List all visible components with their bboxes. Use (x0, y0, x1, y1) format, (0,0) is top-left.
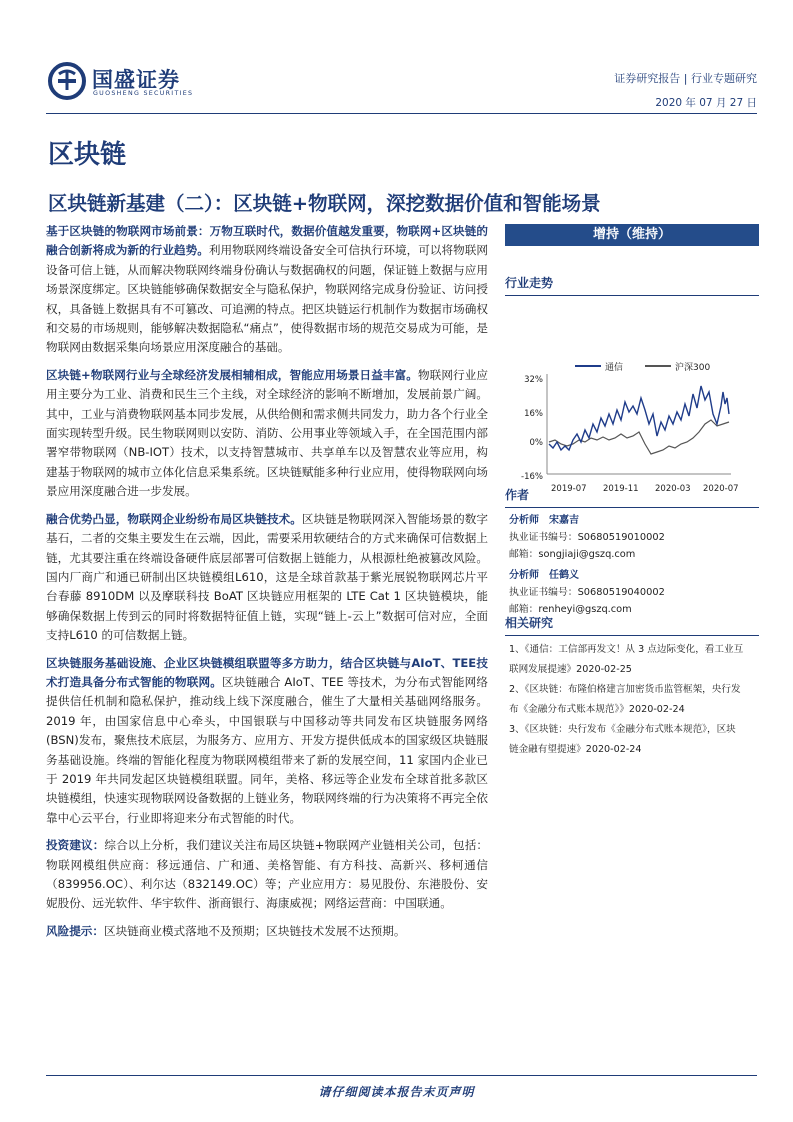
analyst-email[interactable]: 邮箱：songjiaji@gszq.com (509, 549, 636, 560)
main-body (46, 222, 488, 949)
related-item[interactable]: 布《金融分布式账本规范》》2020-02-24 (509, 704, 685, 715)
legend-label-series-2: 沪深300 (675, 363, 711, 373)
company-logo (48, 62, 218, 104)
paragraph-text: 物联网行业应用主要分为工业、消费和民生三个主线，对全球经济的影响不断增加，发展前景广阔。其中，工业与消费物联网基本同步发展，从供给侧和需求侧共同发力，助力各个行业全面实现转型升级。民生物联网则以安防、消防、公用事业等领域入手，在全国范围内部署窄带物联网（NB-IOT）技术，以支持智慧城市、共享单车以及智慧农业等应用，构建基于物联网的城市立体化信息采集系统。区块链赋能多种行业应用，使得物联网向场景应用深度融合进一步发展。 (46, 367, 488, 499)
related-research (505, 614, 759, 760)
y-tick-label: 0% (529, 438, 543, 448)
analyst-cert: 执业证书编号：S0680519040002 (509, 587, 665, 598)
report-type: 证券研究报告 | 行业专题研究 (614, 72, 757, 85)
paragraph-lead: 基于区块链的物联网市场前景：万物互联时代，数据价值越发重要，物联网+区块链的融合创新将成为新的行业趋势。 (46, 224, 488, 258)
related-item[interactable]: 链金融有望提速》2020-02-24 (509, 744, 642, 755)
legend-label-series-1: 通信 (605, 363, 624, 373)
y-tick-label: 16% (524, 409, 543, 419)
y-tick-label: -16% (521, 472, 543, 482)
paragraph-lead: 风险提示： (46, 923, 104, 938)
analyst-name: 分析师 任鹤义 (509, 570, 579, 581)
sidebar (505, 224, 759, 755)
logo-text-cn: 国盛证券 (92, 68, 180, 92)
paragraph-lead: 区块链+物联网行业与全球经济发展相辅相成，智能应用场景日益丰富。 (46, 367, 418, 382)
footer-divider (46, 1075, 757, 1076)
y-tick-label: 32% (524, 375, 543, 385)
paragraph-text: 综合以上分析，我们建议关注布局区块链+物联网产业链相关公司，包括：物联网模组供应商：移远通信、广和通、美格智能、有方科技、高新兴、移柯通信（839956.OC）、利尔达（832149.OC）等；产业应用方：易见股份、东港股份、安妮股份、远光软件、华宇软件、浙商银行、海康威视；网络运营商：中国联通。 (46, 838, 488, 911)
trend-chart (505, 274, 759, 494)
report-subtitle: 区块链新基建（二）：区块链+物联网，深挖数据价值和智能场景 (48, 192, 601, 215)
paragraph-text: 区块链融合 AIoT、TEE 等技术，为分布式智能网络提供信任机制和隐私保护，推动线上线下深度融合，催生了大量相关基础网络服务。2019 年，由国家信息中心牵头，中国银联与中国移动等共同发布区块链服务网络(BSN)发布，聚焦技术底层，为服务方、应用方、开发方提供低成本的国家级区块链服务基础设施。终端的智能化程度为物联网模组带来了新的发展空间，11 家国内企业已于 2019 年共同发起区块链模组联盟。同年，美格、移远等企业发布全球首批多款区块链模组，快速实现物联网设备数据的上链业务，物联网终端的行为决策将不再完全依靠中心云平台，行业即将迎来分布式智能的时代。 (46, 674, 488, 825)
page-title: 区块链 (48, 140, 127, 170)
paragraph (46, 222, 488, 358)
header-divider (46, 113, 757, 114)
rating-badge: 增持（维持） (505, 224, 759, 246)
x-tick-label: 2020-07 (703, 484, 739, 494)
series-line-hs300 (549, 420, 729, 454)
related-section-title: 相关研究 (505, 614, 759, 636)
analyst-section-title: 作者 (505, 486, 759, 508)
logo-text-en: GUOSHENG SECURITIES (93, 90, 194, 97)
paragraph (46, 510, 488, 646)
logo-mark-icon (48, 62, 86, 100)
trend-chart-svg (505, 274, 759, 494)
paragraph-lead: 区块链服务基础设施、企业区块链模组联盟等多方助力，结合区块链与AIoT、TEE技术打造具备分布式智能的物联网。 (46, 655, 488, 689)
analyst-section (505, 486, 759, 618)
x-tick-label: 2020-03 (655, 484, 691, 494)
paragraph (46, 836, 488, 914)
analyst-name: 分析师 宋嘉吉 (509, 515, 579, 526)
paragraph-text: 利用物联网终端设备安全可信执行环境，可以将物联网设备可信上链，从而解决物联网终端身份确认与数据确权的问题，保证链上数据与应用场景深度绑定。区块链能够确保数据安全与隐私保护，物联网络完成身份验证、访问授权，具备链上数据具有不可篡改、可追溯的特点。把区块链运行机制作为数据市场确权和交易的市场规则，能够解决数据隐私“痛点”，使得数据市场的规范交易成为可能，是物联网由数据采集向场景应用深度融合的基础。 (46, 243, 488, 355)
x-tick-label: 2019-11 (603, 484, 639, 494)
paragraph (46, 654, 488, 829)
series-line-telecom (549, 386, 729, 450)
footer-disclaimer: 请仔细阅读本报告末页声明 (318, 1085, 475, 1099)
paragraph-text: 区块链商业模式落地不及预期；区块链技术发展不达预期。 (103, 923, 406, 938)
paragraph (46, 922, 488, 941)
paragraph-lead: 投资建议： (46, 838, 105, 853)
related-item[interactable]: 3、《区块链：央行发布《金融分布式账本规范》，区块 (509, 724, 736, 735)
related-item[interactable]: 联网发展提速》2020-02-25 (509, 664, 632, 675)
x-tick-label: 2019-07 (551, 484, 587, 494)
paragraph (46, 366, 488, 502)
analyst-email[interactable]: 邮箱：renheyi@gszq.com (509, 604, 632, 615)
paragraph-lead: 融合优势凸显，物联网企业纷纷布局区块链技术。 (46, 511, 302, 526)
related-item[interactable]: 2、《区块链：布隆伯格建言加密货币监管框架，央行发 (509, 684, 741, 695)
trend-section-title: 行业走势 (505, 274, 759, 296)
paragraph-text: 区块链是物联网深入智能场景的数字基石，二者的交集主要发生在云端，因此，需要采用软硬结合的方式来确保可信数据上链，尤其要注重在终端设备硬件底层部署可信数据上链能力，从根源杜绝被篡改风险。国内厂商广和通已研制出区块链模组L610，这是全球首款基于紫光展锐物联网芯片平台春藤 8910DM 以及摩联科技 BoAT 区块链应用框架的 LTE Cat 1 区块链模块，能够确保数据上传到云的同时将数据特征值上链，实现“链上-云上”数据可信对应，全面支持L610 的可信数据上链。 (46, 511, 488, 643)
analyst-cert: 执业证书编号：S0680519010002 (509, 532, 665, 543)
related-item[interactable]: 1、《通信：工信部再发文！从 3 点边际变化，看工业互 (509, 644, 744, 655)
report-date: 2020 年 07 月 27 日 (655, 97, 757, 109)
